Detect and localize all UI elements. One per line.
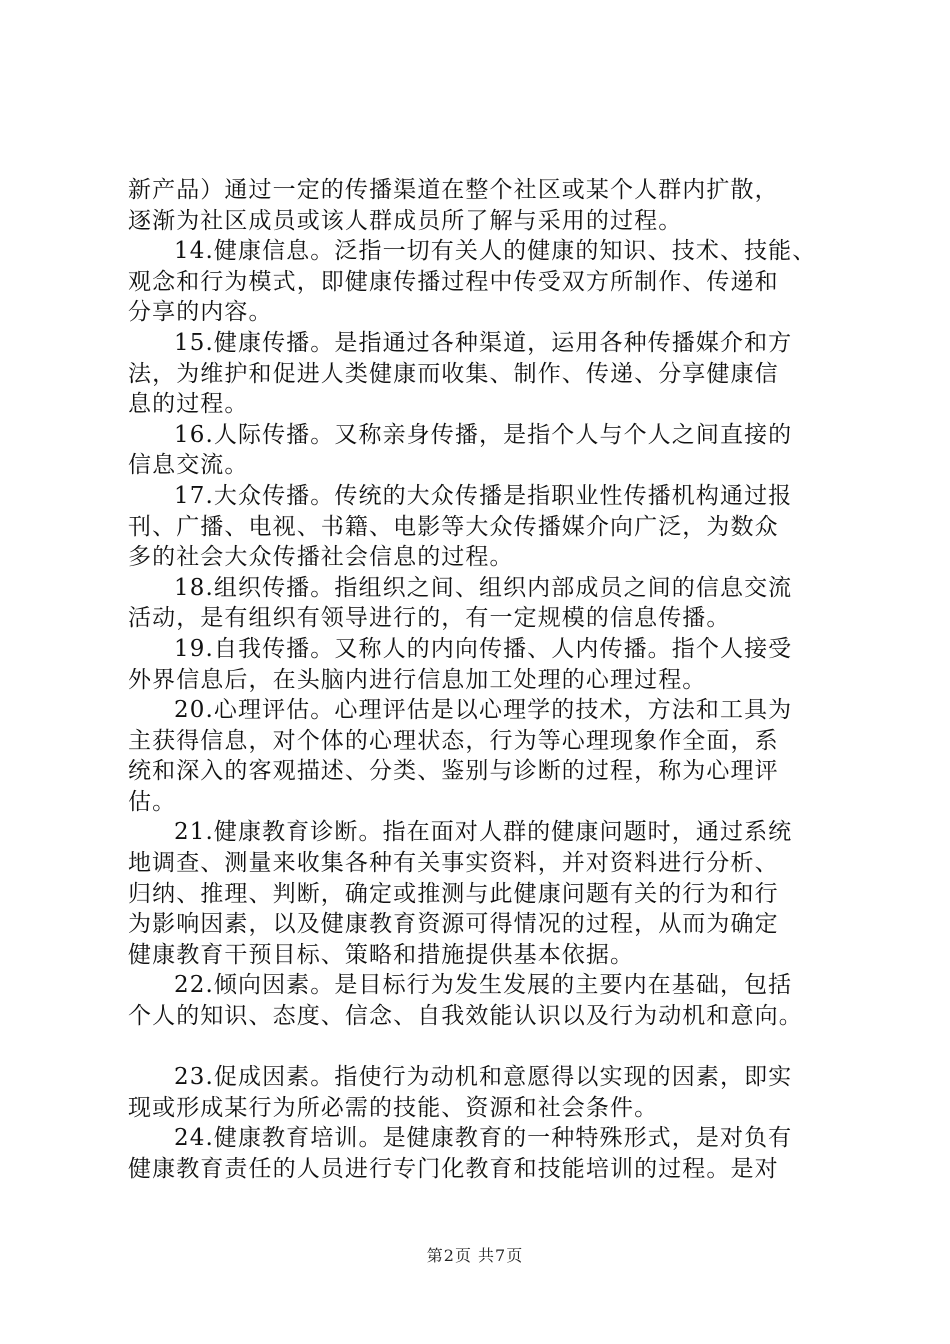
text-line: 24.健康教育培训。是健康教育的一种特殊形式，是对负有 [174,1125,793,1152]
text-line: 估。 [128,788,177,815]
document-body [128,175,848,1185]
text-line: 信息交流。 [128,452,249,479]
text-line: 息的过程。 [128,391,249,418]
text-line: 为影响因素，以及健康教育资源可得情况的过程，从而为确定 [128,911,779,938]
text-line: 统和深入的客观描述、分类、鉴别与诊断的过程，称为心理评 [128,758,779,785]
text-line: 20.心理评估。心理评估是以心理学的技术，方法和工具为 [174,697,793,724]
text-line: 多的社会大众传播社会信息的过程。 [128,544,514,571]
text-line: 活动，是有组织有领导进行的，有一定规模的信息传播。 [128,605,731,632]
text-line: 现或形成某行为所必需的技能、资源和社会条件。 [128,1094,659,1121]
text-line: 归纳、推理、判断，确定或推测与此健康问题有关的行为和行 [128,880,779,907]
text-line: 健康教育责任的人员进行专门化教育和技能培训的过程。是对 [128,1156,779,1182]
text-line: 主获得信息，对个体的心理状态，行为等心理现象作全面，系 [128,727,779,754]
text-line: 22.倾向因素。是目标行为发生发展的主要内在基础，包括 [174,972,793,999]
text-line: 14.健康信息。泛指一切有关人的健康的知识、技术、技能、 [174,238,817,265]
text-line: 法，为维护和促进人类健康而收集、制作、传递、分享健康信 [128,360,779,387]
text-line: 逐渐为社区成员或该人群成员所了解与采用的过程。 [128,207,683,234]
text-line: 18.组织传播。指组织之间、组织内部成员之间的信息交流 [174,574,793,601]
text-line: 分享的内容。 [128,299,273,326]
text-line: 15.健康传播。是指通过各种渠道，运用各种传播媒介和方 [174,329,793,356]
text-line: 21.健康教育诊断。指在面对人群的健康问题时，通过系统 [174,819,793,846]
text-line: 23.促成因素。指使行为动机和意愿得以实现的因素，即实 [174,1064,793,1091]
text-line: 个人的知识、态度、信念、自我效能认识以及行为动机和意向。 [128,1003,803,1030]
text-line: 刊、广播、电视、书籍、电影等大众传播媒介向广泛，为数众 [128,513,779,540]
text-line: 地调查、测量来收集各种有关事实资料，并对资料进行分析、 [128,850,779,877]
text-line: 19.自我传播。又称人的内向传播、人内传播。指个人接受 [174,635,793,662]
text-line: 16.人际传播。又称亲身传播，是指个人与个人之间直接的 [174,421,793,448]
text-line: 外界信息后，在头脑内进行信息加工处理的心理过程。 [128,666,707,693]
text-line: 17.大众传播。传统的大众传播是指职业性传播机构通过报 [174,482,793,509]
text-line: 观念和行为模式，即健康传播过程中传受双方所制作、传递和 [128,268,779,295]
blank-line [128,1032,848,1063]
text-line: 健康教育干预目标、策略和措施提供基本依据。 [128,941,635,968]
text-line: 新产品）通过一定的传播渠道在整个社区或某个人群内扩散， [128,177,779,203]
page-footer: 第2页 共7页 [426,1246,524,1265]
